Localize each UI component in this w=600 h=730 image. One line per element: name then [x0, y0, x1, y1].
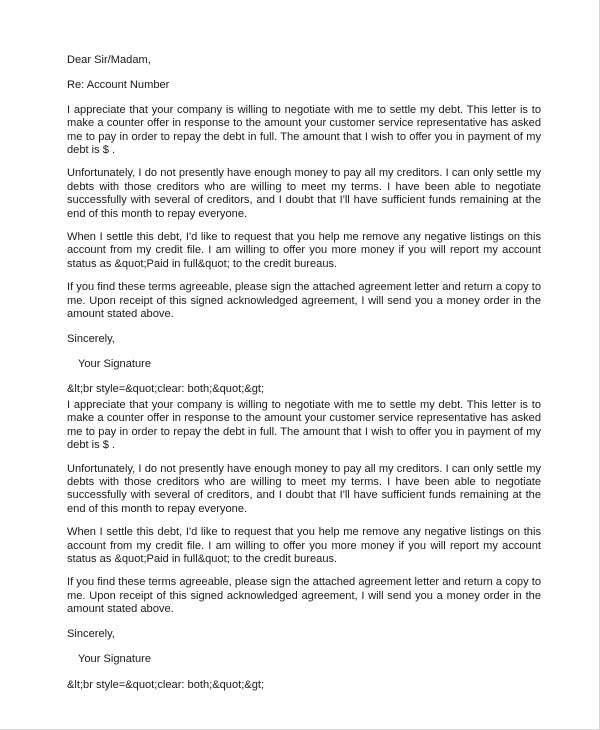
paragraph-terms: If you find these terms agreeable, please sign the attached agreement letter and return a copy to me. Upon receipt of this signed acknowledged agreement, I will send you a money order in the amount stated above.	[67, 576, 541, 616]
markup-artifact: &lt;br style=&quot;clear: both;&quot;&gt;	[67, 678, 265, 691]
paragraph-request: When I settle this debt, I'd like to request that you help me remove any negative listings on this account from my credit file. I am willing to offer you more money if you will report my account status as &quot;Paid in full&quot; to the credit bureaus.	[67, 231, 541, 270]
closing: Sincerely,	[67, 332, 115, 345]
signature: Your Signature	[78, 653, 151, 666]
paragraph-funds: Unfortunately, I do not presently have enough money to pay all my creditors. I can only settle my debts with those creditors who are willing to meet my terms. I have been able to negotiate successfully with several of creditors, and I doubt that I'll have sufficient funds remaining at the end of this month to repay everyone.	[67, 167, 541, 220]
letter-second-copy	[67, 399, 541, 701]
paragraph-terms: If you find these terms agreeable, please sign the attached agreement letter and return a copy to me. Upon receipt of this signed acknowledged agreement, I will send you a money order in the amount stated above.	[67, 281, 541, 321]
paragraph-request: When I settle this debt, I'd like to request that you help me remove any negative listings on this account from my credit file. I am willing to offer you more money if you will report my account status as &quot;Paid in full&quot; to the credit bureaus.	[67, 526, 541, 566]
paragraph-offer: I appreciate that your company is willing to negotiate with me to settle my debt. This letter is to make a counter offer in response to the amount your customer service representative has asked me to pay in order to repay the debt in full. The amount that I wish to offer you in payment of my debt is $ .	[67, 399, 541, 452]
signature: Your Signature	[78, 357, 151, 370]
markup-artifact: &lt;br style=&quot;clear: both;&quot;&gt;	[67, 383, 265, 396]
paragraph-offer: I appreciate that your company is willing to negotiate with me to settle my debt. This letter is to make a counter offer in response to the amount your customer service representative has asked me to pay in order to repay the debt in full. The amount that I wish to offer you in payment of my debt is $ .	[67, 103, 541, 157]
closing: Sincerely,	[67, 627, 115, 640]
paragraph-funds: Unfortunately, I do not presently have enough money to pay all my creditors. I can only settle my debts with those creditors who are willing to meet my terms. I have been able to negotiate successfully with several of creditors, and I doubt that I'll have sufficient funds remaining at the end of this month to repay everyone.	[67, 462, 541, 515]
salutation: Dear Sir/Madam,	[67, 54, 151, 66]
subject-line: Re: Account Number	[67, 79, 170, 92]
letter-first-copy	[67, 54, 541, 406]
